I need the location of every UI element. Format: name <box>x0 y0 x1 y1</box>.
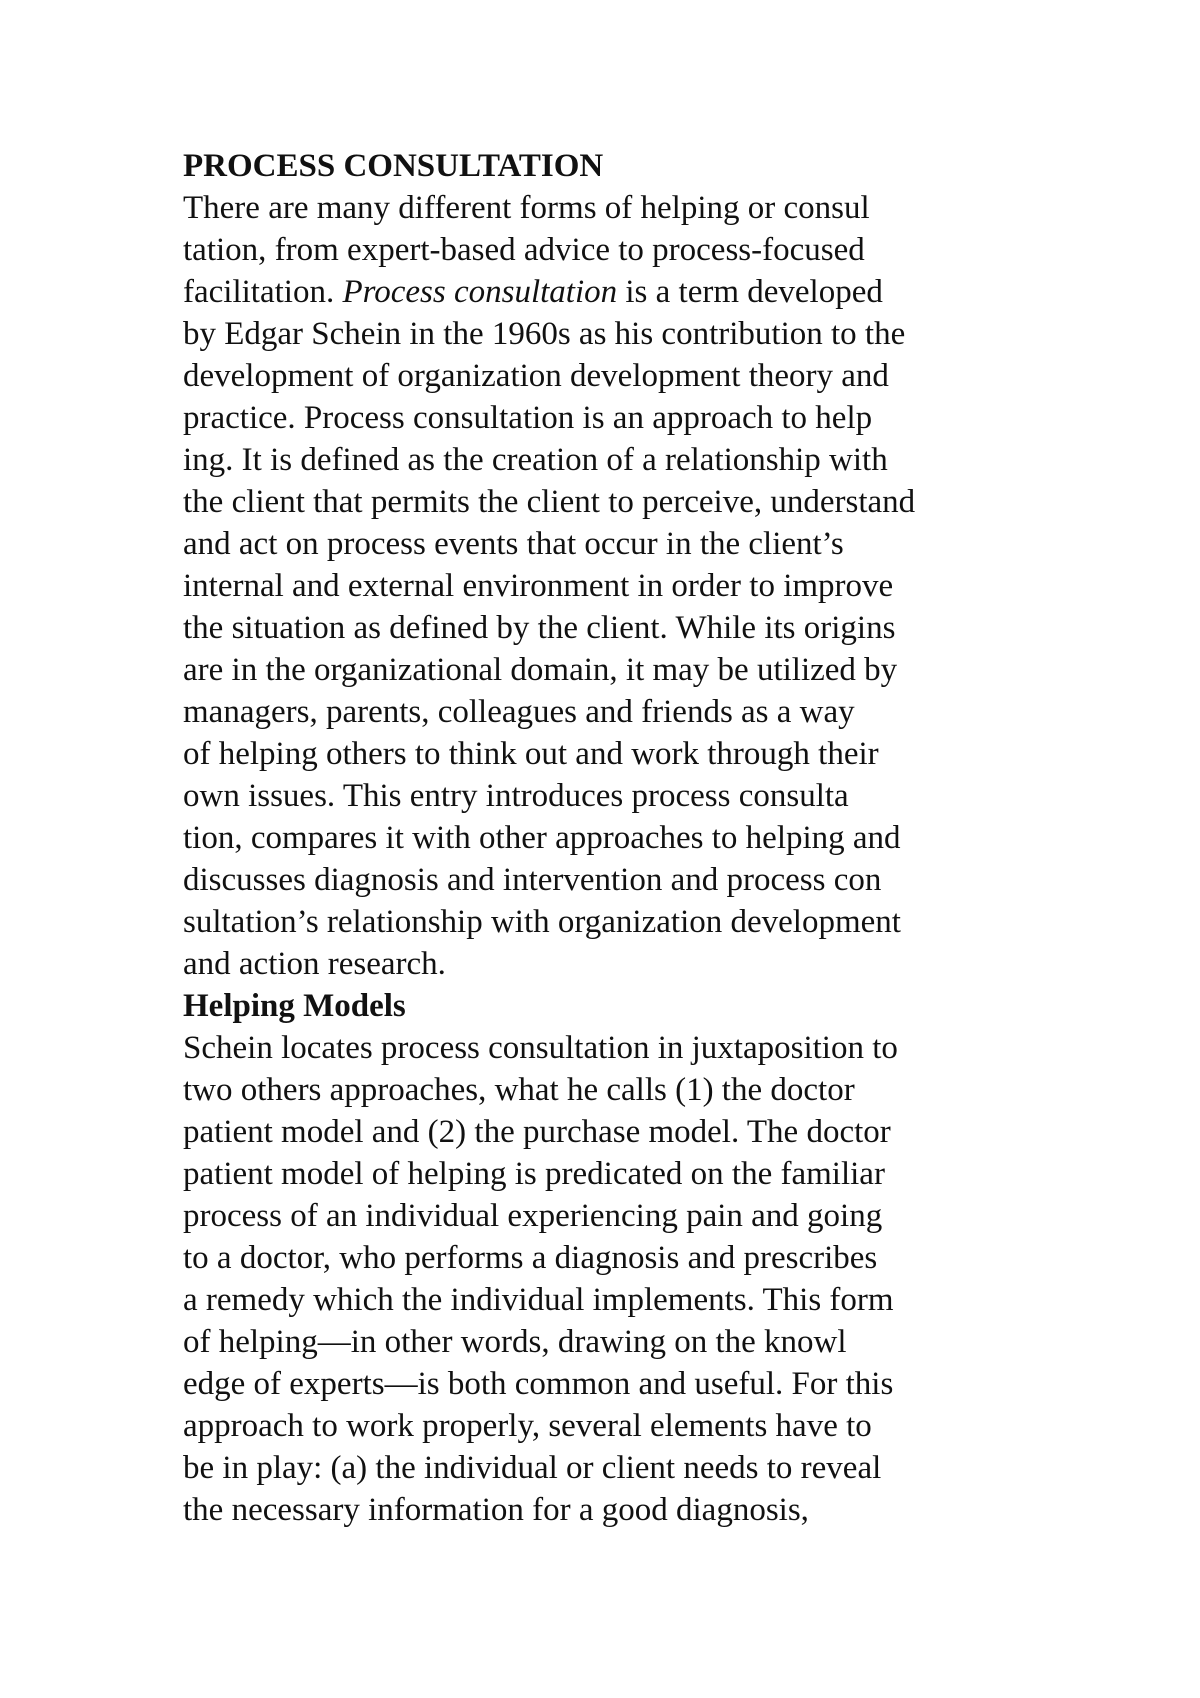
text-line: be in play: (a) the individual or client needs to reveal <box>183 1450 882 1486</box>
text-line: tation, from expert-based advice to process-focused <box>183 232 865 268</box>
text-line: Schein locates process consultation in juxtaposition to <box>183 1030 898 1066</box>
text-line: ing. It is defined as the creation of a relationship with <box>183 442 888 478</box>
text-line: a remedy which the individual implements. This form <box>183 1282 894 1318</box>
text-line: process of an individual experiencing pain and going <box>183 1198 883 1234</box>
text-line: practice. Process consultation is an approach to help <box>183 400 873 436</box>
text-line-with-italic <box>183 271 1063 313</box>
text-line: tion, compares it with other approaches to helping and <box>183 820 901 856</box>
text-line: own issues. This entry introduces process consulta <box>183 778 849 814</box>
text-line: of helping others to think out and work through their <box>183 736 879 772</box>
text-line: the necessary information for a good diagnosis, <box>183 1492 809 1528</box>
text-fragment: facilitation. <box>183 274 343 310</box>
text-line: the client that permits the client to perceive, understand <box>183 484 916 520</box>
text-line: are in the organizational domain, it may be utilized by <box>183 652 898 688</box>
text-line: managers, parents, colleagues and friends as a way <box>183 694 855 730</box>
text-line: sultation’s relationship with organization development <box>183 904 901 940</box>
text-line: the situation as defined by the client. While its origins <box>183 610 896 646</box>
text-line: development of organization development theory and <box>183 358 889 394</box>
text-line: approach to work properly, several elements have to <box>183 1408 872 1444</box>
subsection-heading: Helping Models <box>183 988 406 1024</box>
text-line: edge of experts—is both common and useful. For this <box>183 1366 894 1402</box>
text-line: of helping—in other words, drawing on the knowl <box>183 1324 847 1360</box>
italic-term: Process consultation <box>342 274 618 310</box>
text-line: patient model and (2) the purchase model. The doctor <box>183 1114 891 1150</box>
text-line: and action research. <box>183 946 446 982</box>
text-line: and act on process events that occur in the client’s <box>183 526 844 562</box>
text-body <box>183 145 1063 1531</box>
text-fragment: is a term developed <box>617 274 883 310</box>
text-line: by Edgar Schein in the 1960s as his contribution to the <box>183 316 906 352</box>
text-line: patient model of helping is predicated on the familiar <box>183 1156 885 1192</box>
text-line: discusses diagnosis and intervention and process con <box>183 862 882 898</box>
text-line: to a doctor, who performs a diagnosis and prescribes <box>183 1240 878 1276</box>
text-line: internal and external environment in order to improve <box>183 568 894 604</box>
text-line: There are many different forms of helping or consul <box>183 190 870 226</box>
section-heading: PROCESS CONSULTATION <box>183 148 604 184</box>
text-line: two others approaches, what he calls (1) the doctor <box>183 1072 855 1108</box>
